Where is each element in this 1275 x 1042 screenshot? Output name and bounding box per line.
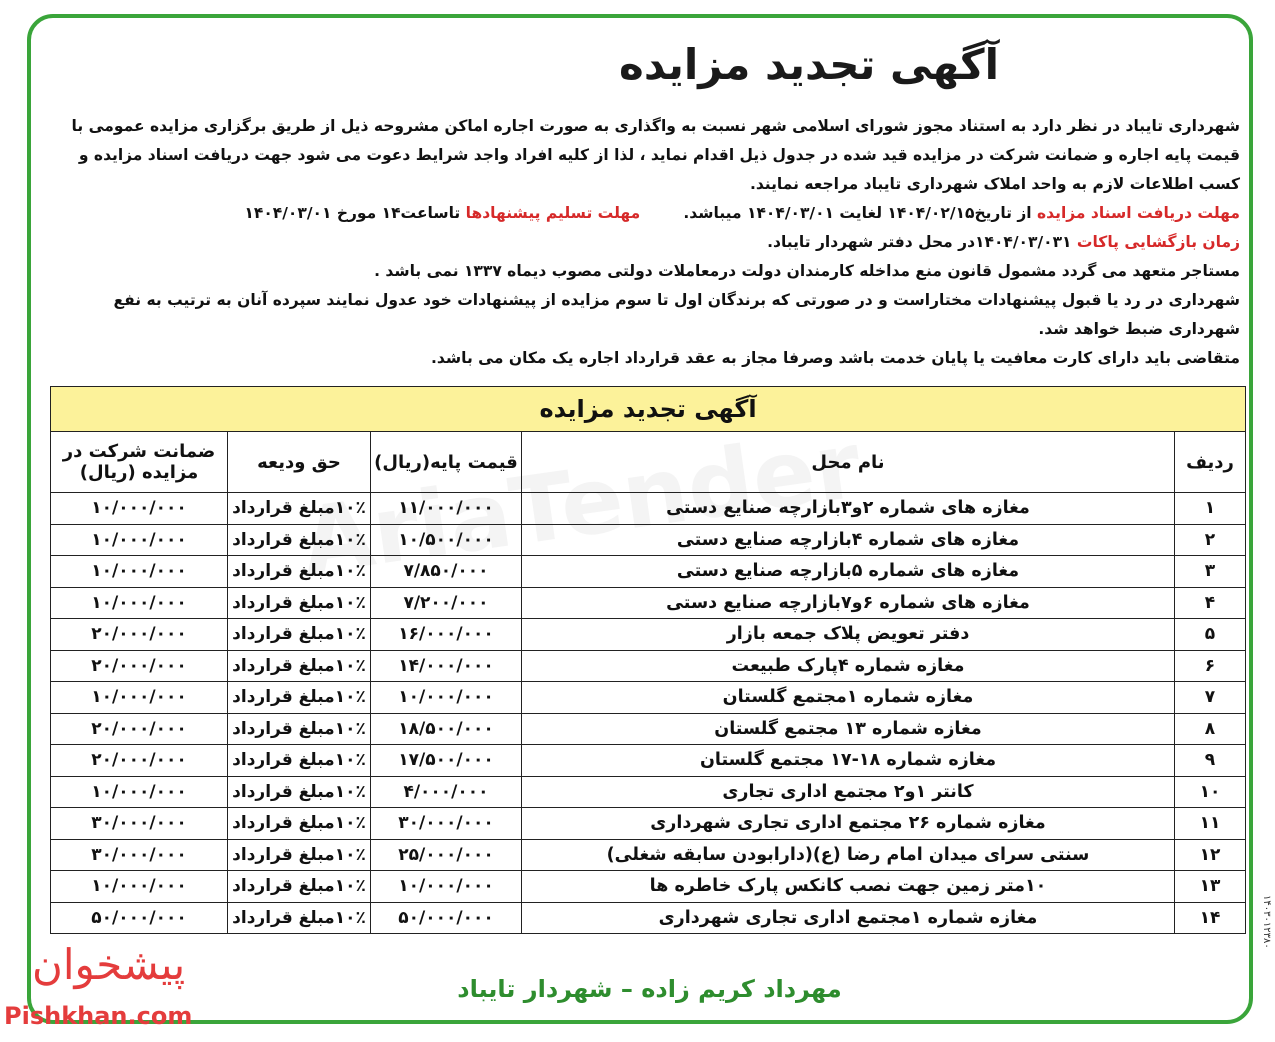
cell-row: ۹ — [1175, 745, 1246, 777]
cell-guarantee: ۱۰/۰۰۰/۰۰۰ — [51, 682, 228, 714]
cell-deposit: ۱۰٪مبلغ قرارداد — [228, 524, 371, 556]
cell-deposit: ۱۰٪مبلغ قرارداد — [228, 556, 371, 588]
cell-guarantee: ۳۰/۰۰۰/۰۰۰ — [51, 839, 228, 871]
cell-deposit: ۱۰٪مبلغ قرارداد — [228, 776, 371, 808]
cell-location: ۱۰متر زمین جهت نصب کانکس پارک خاطره ها — [522, 871, 1175, 903]
cell-row: ۱۰ — [1175, 776, 1246, 808]
table-row — [51, 493, 1246, 525]
table-row — [51, 650, 1246, 682]
table-row — [51, 556, 1246, 588]
cell-row: ۱۱ — [1175, 808, 1246, 840]
cell-base-price: ۲۵/۰۰۰/۰۰۰ — [371, 839, 522, 871]
header-guarantee: ضمانت شرکت در مزایده (ریال) — [51, 432, 228, 493]
cell-guarantee: ۱۰/۰۰۰/۰۰۰ — [51, 556, 228, 588]
intro-text — [40, 112, 1240, 373]
side-code: ۱۴۰۳۰۱۲۳۸۰ — [1261, 895, 1272, 949]
table-row — [51, 871, 1246, 903]
cell-row: ۷ — [1175, 682, 1246, 714]
table-row — [51, 524, 1246, 556]
cell-guarantee: ۲۰/۰۰۰/۰۰۰ — [51, 650, 228, 682]
cell-guarantee: ۱۰/۰۰۰/۰۰۰ — [51, 871, 228, 903]
cell-location: کانتر ۱و۲ مجتمع اداری تجاری — [522, 776, 1175, 808]
cell-deposit: ۱۰٪مبلغ قرارداد — [228, 619, 371, 651]
cell-deposit: ۱۰٪مبلغ قرارداد — [228, 902, 371, 934]
cell-row: ۸ — [1175, 713, 1246, 745]
open-label: زمان بازگشایی پاکات — [1076, 233, 1240, 251]
cell-base-price: ۴/۰۰۰/۰۰۰ — [371, 776, 522, 808]
cell-base-price: ۱۸/۵۰۰/۰۰۰ — [371, 713, 522, 745]
cell-row: ۳ — [1175, 556, 1246, 588]
cell-row: ۱۳ — [1175, 871, 1246, 903]
table-row — [51, 808, 1246, 840]
auction-table-wrap — [50, 386, 1246, 934]
table-title: آگهی تجدید مزایده — [51, 387, 1246, 432]
cell-base-price: ۱۰/۰۰۰/۰۰۰ — [371, 682, 522, 714]
cell-row: ۲ — [1175, 524, 1246, 556]
table-row — [51, 776, 1246, 808]
cell-base-price: ۱۷/۵۰۰/۰۰۰ — [371, 745, 522, 777]
cell-base-price: ۵۰/۰۰۰/۰۰۰ — [371, 902, 522, 934]
cell-guarantee: ۲۰/۰۰۰/۰۰۰ — [51, 619, 228, 651]
cell-row: ۱ — [1175, 493, 1246, 525]
cell-location: مغازه های شماره ۲و۳بازارچه صنایع دستی — [522, 493, 1175, 525]
auction-table — [50, 386, 1246, 934]
cell-location: مغازه شماره ۱مجتمع اداری تجاری شهرداری — [522, 902, 1175, 934]
cell-guarantee: ۱۰/۰۰۰/۰۰۰ — [51, 587, 228, 619]
cell-guarantee: ۱۰/۰۰۰/۰۰۰ — [51, 524, 228, 556]
cell-location: مغازه های شماره ۴بازارچه صنایع دستی — [522, 524, 1175, 556]
table-row — [51, 713, 1246, 745]
cell-deposit: ۱۰٪مبلغ قرارداد — [228, 587, 371, 619]
header-row: ردیف — [1175, 432, 1246, 493]
cell-base-price: ۱۰/۰۰۰/۰۰۰ — [371, 871, 522, 903]
cell-location: مغازه های شماره ۶و۷بازارچه صنایع دستی — [522, 587, 1175, 619]
intro-line-1: مستاجر متعهد می گردد مشمول قانون منع مداخله کارمندان دولت درمعاملات دولتی مصوب دیماه ۱۳۳۷ نمی باشد . — [374, 262, 1240, 280]
pishkhan-logo-text: پیشخوان — [32, 940, 186, 989]
cell-base-price: ۱۱/۰۰۰/۰۰۰ — [371, 493, 522, 525]
cell-deposit: ۱۰٪مبلغ قرارداد — [228, 493, 371, 525]
table-row — [51, 745, 1246, 777]
title-banner — [31, 18, 1253, 110]
signature-footer: مهرداد کریم زاده – شهردار تایباد — [457, 975, 842, 1003]
cell-guarantee: ۲۰/۰۰۰/۰۰۰ — [51, 745, 228, 777]
lead-bold: شهرداری تایباد در نظر دارد — [1031, 117, 1240, 135]
cell-guarantee: ۱۰/۰۰۰/۰۰۰ — [51, 776, 228, 808]
cell-row: ۱۲ — [1175, 839, 1246, 871]
header-location: نام محل — [522, 432, 1175, 493]
cell-base-price: ۱۶/۰۰۰/۰۰۰ — [371, 619, 522, 651]
intro-line-3: متقاضی باید دارای کارت معافیت یا پایان خدمت باشد وصرفا مجاز به عقد قرارداد اجاره یک مکان می باشد. — [431, 349, 1240, 367]
table-row — [51, 902, 1246, 934]
table-row — [51, 682, 1246, 714]
header-deposit: حق ودیعه — [228, 432, 371, 493]
submit-text: تاساعت۱۴ مورخ ۱۴۰۴/۰۳/۰۱ — [244, 204, 466, 222]
cell-deposit: ۱۰٪مبلغ قرارداد — [228, 745, 371, 777]
cell-location: مغازه شماره ۲۶ مجتمع اداری تجاری شهرداری — [522, 808, 1175, 840]
cell-base-price: ۳۰/۰۰۰/۰۰۰ — [371, 808, 522, 840]
open-text: ۱۴۰۴/۰۳/۰۳۱در محل دفتر شهردار تایباد. — [767, 233, 1077, 251]
lead-rest: به استناد مجوز شورای اسلامی شهر نسبت به واگذاری به صورت اجاره اماکن مشروحه ذیل از طریق برگزاری مزایده عمومی با قیمت پایه اجاره و ضمانت شرکت در مزایده قید شده در جدول ذیل اقدام نماید ، لذا از کلیه افراد واجد شرایط دعوت می شود جهت دریافت اسناد مزایده و کسب اطلاعات لازم به واحد املاک شهرداری تایباد مراجعه نمایند. — [71, 117, 1240, 193]
cell-location: مغازه شماره ۱۸-۱۷ مجتمع گلستان — [522, 745, 1175, 777]
cell-base-price: ۱۴/۰۰۰/۰۰۰ — [371, 650, 522, 682]
cell-guarantee: ۲۰/۰۰۰/۰۰۰ — [51, 713, 228, 745]
cell-deposit: ۱۰٪مبلغ قرارداد — [228, 682, 371, 714]
cell-base-price: ۱۰/۵۰۰/۰۰۰ — [371, 524, 522, 556]
cell-guarantee: ۵۰/۰۰۰/۰۰۰ — [51, 902, 228, 934]
cell-row: ۱۴ — [1175, 902, 1246, 934]
cell-deposit: ۱۰٪مبلغ قرارداد — [228, 871, 371, 903]
docs-text: از تاریخ۱۴۰۴/۰۲/۱۵ لغایت ۱۴۰۴/۰۳/۰۱ میباشد. — [683, 204, 1038, 222]
submit-label: مهلت تسلیم پیشنهادها — [465, 204, 641, 222]
cell-row: ۵ — [1175, 619, 1246, 651]
cell-guarantee: ۱۰/۰۰۰/۰۰۰ — [51, 493, 228, 525]
cell-base-price: ۷/۸۵۰/۰۰۰ — [371, 556, 522, 588]
cell-base-price: ۷/۲۰۰/۰۰۰ — [371, 587, 522, 619]
cell-deposit: ۱۰٪مبلغ قرارداد — [228, 650, 371, 682]
cell-deposit: ۱۰٪مبلغ قرارداد — [228, 713, 371, 745]
cell-location: مغازه های شماره ۵بازارچه صنایع دستی — [522, 556, 1175, 588]
docs-label: مهلت دریافت اسناد مزایده — [1037, 204, 1240, 222]
table-row — [51, 587, 1246, 619]
cell-row: ۶ — [1175, 650, 1246, 682]
cell-location: مغازه شماره ۱۳ مجتمع گلستان — [522, 713, 1175, 745]
cell-location: سنتی سرای میدان امام رضا (ع)(دارابودن سابقه شغلی) — [522, 839, 1175, 871]
pishkhan-url: Pishkhan.com — [4, 1002, 193, 1030]
table-row — [51, 839, 1246, 871]
cell-deposit: ۱۰٪مبلغ قرارداد — [228, 839, 371, 871]
cell-deposit: ۱۰٪مبلغ قرارداد — [228, 808, 371, 840]
cell-location: مغازه شماره ۴پارک طبیعت — [522, 650, 1175, 682]
intro-line-2: شهرداری در رد یا قبول پیشنهادات مختاراست و در صورتی که برندگان اول تا سوم مزایده از پیشنهادات خود عدول نمایند سپرده آنان به ترتیب به نفع شهرداری ضبط خواهد شد. — [113, 291, 1240, 338]
table-row — [51, 619, 1246, 651]
page-title: آگهی تجدید مزایده — [619, 40, 999, 89]
cell-guarantee: ۳۰/۰۰۰/۰۰۰ — [51, 808, 228, 840]
header-base-price: قیمت پایه(ریال) — [371, 432, 522, 493]
cell-location: مغازه شماره ۱مجتمع گلستان — [522, 682, 1175, 714]
cell-location: دفتر تعویض پلاک جمعه بازار — [522, 619, 1175, 651]
cell-row: ۴ — [1175, 587, 1246, 619]
